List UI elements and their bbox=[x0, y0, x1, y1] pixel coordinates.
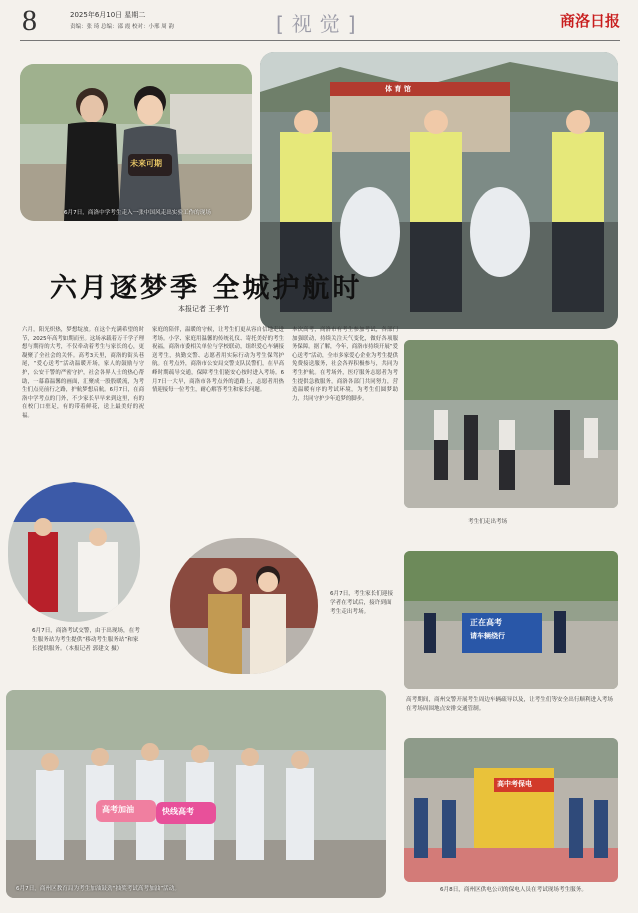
photo4-caption: 6月7日，商洛考试交警，由于出现场，在考生服务站为考生提供“移动考生服务站”和家长提供服务。（本报记者 郭建文 摄） bbox=[32, 628, 140, 652]
photo6-caption: 高考期间，商州交警开展考生周边车辆疏导以及，让考生们等安全出行顺利进入考场在考场周围地点安排交通管制。 bbox=[406, 697, 613, 712]
photo-road-control bbox=[404, 551, 618, 689]
editor-credits: 责编：张 琦 总编：邵 霞 校对：小邢 周 韵 bbox=[70, 24, 174, 30]
photo3-caption: 考生们走出考场 bbox=[468, 519, 508, 525]
photo8-caption: 6月8日，商州区供电公司的保电人员在考试现场考生服务。 bbox=[440, 887, 587, 893]
photo-mother-child bbox=[20, 64, 252, 221]
photo-service-tent bbox=[8, 482, 140, 622]
section-label: [视觉] bbox=[276, 12, 364, 36]
body-text-col1: 六月，阳光炽热，梦想绽放。在这个充满希望的时节，2025年高考如期而至。这场承载着万千学子理想与期待的大考，不仅牵动着考生与家长的心，更凝聚了全社会的关怀。高考3天里，商洛的街头巷尾，“爱心送考”活动温暖开场，家人的鼓励与守护，公安干警的严密守护，社会各界人士的热心帮助，一幕幕温馨的画面，汇聚成一股股暖流，为考生们点亮前行之路，护航梦想启航。6月7日，在商洛中学考点的门外，不少家长早早来到这里，有的在校门口驻足，有的带着鲜花，送上最美好的祝福。 bbox=[22, 327, 144, 419]
sign-future-bright: 未来可期 bbox=[130, 159, 162, 168]
road-sign-line2: 请车辆绕行 bbox=[470, 632, 505, 640]
photo-parent-greeting bbox=[170, 538, 318, 674]
byline: 本报记者 王孝竹 bbox=[178, 305, 230, 313]
newspaper-logo: 商洛日报 bbox=[560, 12, 621, 30]
photo5-caption: 6月7日，考生家长们迎接学者在考试后，接许到面考生走出考场。 bbox=[330, 591, 394, 615]
photo-power-truck bbox=[404, 738, 618, 882]
photo-group-cheer bbox=[6, 690, 386, 898]
body-text-col2: 家庭的陪伴，温暖的守候，让考生们更从容自信地走进考场。小学、家庭用温馨的传统礼仪、寄托美好的考生祝福，商洛市委相关单位与学校联动，组织爱心车辆接送考生，执勤交警、志愿者用实际行动为考生保驾护航。在考点外，商洛市公安局交警支队民警们，在早高峰时期疏导交通，保障考生们能安心按时进入考场。6月7日一大早，商洛市各考点外的道路上，志愿者用热情迎接每一位考生，耐心解答考生和家长问题。 bbox=[152, 327, 284, 394]
issue-date: 2025年6月10日 星期二 bbox=[70, 11, 146, 19]
header-divider bbox=[20, 40, 620, 41]
photo1-caption: 6月7日，商洛中学考生走入一张中国风走出实验工作的现场 bbox=[64, 210, 211, 216]
cheer-sign-2: 快线高考 bbox=[162, 807, 194, 816]
page-number: 8 bbox=[22, 4, 37, 37]
road-sign-line1: 正在高考 bbox=[470, 618, 502, 627]
truck-banner: 高中考保电 bbox=[497, 780, 532, 788]
body-text-col3: 本次高考，商洛市有考生参加考试，各部门加强联动，持续关注天气变化，做好各项服务保障。据了解，今年，商洛市持续开展“爱心送考”活动，全市多家爱心企业为考生提供免费接送服务，社会各界积极参与，共同为考生护航。在考场外，医疗服务志愿者为考生提供急救服务，商洛各部门共同努力，营造温暖有序的考试环境，为考生们圆梦助力，共同守护少年追梦的脚步。 bbox=[292, 327, 398, 402]
photo-students-exiting bbox=[404, 340, 618, 508]
photo7-caption: 6月7日，商州区教育局为考生加油鼓劲“抽奖考试高考加油”活动。 bbox=[16, 886, 180, 892]
gym-banner: 体 育 馆 bbox=[385, 85, 411, 93]
cheer-sign-1: 高考加油 bbox=[102, 805, 134, 814]
headline: 六月逐梦季 全城护航时 bbox=[50, 273, 363, 304]
